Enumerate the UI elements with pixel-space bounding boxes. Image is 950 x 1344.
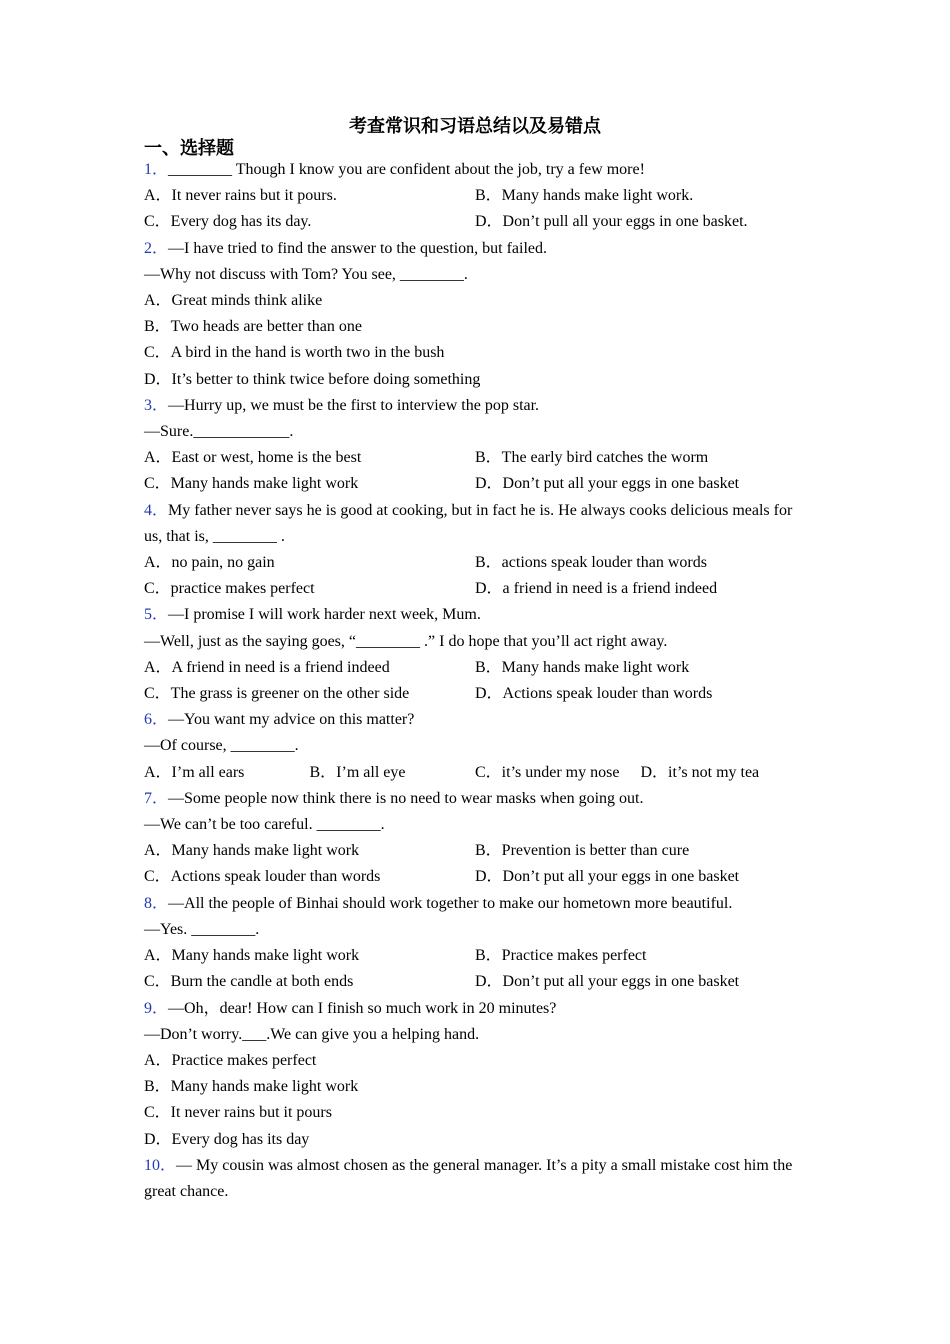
question-text: —Sure.____________. bbox=[144, 423, 294, 441]
answer-option[interactable]: B．Many hands make light work bbox=[475, 658, 690, 676]
question-number: 3． bbox=[144, 396, 169, 414]
answer-option[interactable]: A．Many hands make light work bbox=[144, 842, 360, 860]
question-number: 6． bbox=[144, 711, 169, 729]
question-stem bbox=[144, 786, 806, 812]
question-text: —Hurry up, we must be the first to interview the pop star. bbox=[168, 396, 540, 414]
question-text: —I have tried to find the answer to the question, but failed. bbox=[168, 239, 548, 257]
question-6 bbox=[144, 707, 806, 786]
answer-option[interactable]: D．it’s not my tea bbox=[640, 763, 760, 781]
question-number: 5． bbox=[144, 606, 169, 624]
answer-option[interactable]: A．A friend in need is a friend indeed bbox=[144, 658, 390, 676]
answer-option[interactable]: A．It never rains but it pours. bbox=[144, 187, 337, 205]
options-row bbox=[144, 681, 806, 707]
question-dialogue-line bbox=[144, 262, 806, 288]
question-stem bbox=[144, 707, 806, 733]
question-text: —Of course, ________. bbox=[144, 737, 299, 755]
answer-option[interactable]: B．Many hands make light work. bbox=[475, 187, 694, 205]
question-stem bbox=[144, 393, 806, 419]
question-stem bbox=[144, 498, 806, 550]
question-number: 10． bbox=[144, 1156, 177, 1174]
question-dialogue-line bbox=[144, 1022, 806, 1048]
question-stem bbox=[144, 891, 806, 917]
question-3 bbox=[144, 393, 806, 498]
question-stem bbox=[144, 996, 806, 1022]
question-text: My father never says he is good at cooking, but in fact he is. He always cooks delicious meals for us, that is, ________ . bbox=[144, 501, 793, 545]
question-text: —We can’t be too careful. ________. bbox=[144, 816, 385, 834]
answer-option[interactable]: C．practice makes perfect bbox=[144, 580, 315, 598]
options-row bbox=[144, 943, 806, 969]
answer-option[interactable]: C．Every dog has its day. bbox=[144, 213, 312, 231]
question-5 bbox=[144, 602, 806, 707]
question-number: 9． bbox=[144, 999, 169, 1017]
question-number: 7． bbox=[144, 789, 169, 807]
answer-option[interactable]: D．Actions speak louder than words bbox=[475, 685, 713, 703]
question-dialogue-line bbox=[144, 812, 806, 838]
options-row bbox=[144, 288, 806, 314]
answer-option[interactable]: A．no pain, no gain bbox=[144, 554, 275, 572]
answer-option[interactable]: B．Prevention is better than cure bbox=[475, 842, 690, 860]
options-row bbox=[144, 550, 806, 576]
answer-option[interactable]: D．Every dog has its day bbox=[144, 1130, 310, 1148]
options-row bbox=[144, 183, 806, 209]
question-text: ________ Though I know you are confident about the job, try a few more! bbox=[168, 161, 645, 178]
answer-option[interactable]: D．Don’t put all your eggs in one basket bbox=[475, 973, 740, 991]
question-text: —Some people now think there is no need to wear masks when going out. bbox=[168, 789, 644, 807]
question-text: —You want my advice on this matter? bbox=[168, 711, 415, 729]
question-dialogue-line bbox=[144, 629, 806, 655]
answer-option[interactable]: A．Great minds think alike bbox=[144, 292, 323, 310]
answer-option[interactable]: A．Many hands make light work bbox=[144, 947, 360, 965]
answer-option[interactable]: B．actions speak louder than words bbox=[475, 554, 707, 572]
options-row bbox=[144, 1100, 806, 1126]
page-title: 考查常识和习语总结以及易错点 bbox=[349, 116, 601, 137]
answer-option[interactable]: D．It’s better to think twice before doing something bbox=[144, 370, 481, 388]
options-row bbox=[144, 655, 806, 681]
answer-option[interactable]: D．Don’t put all your eggs in one basket bbox=[475, 868, 740, 886]
answer-option[interactable]: A．East or west, home is the best bbox=[144, 449, 362, 467]
question-4 bbox=[144, 498, 806, 603]
question-text: —Don’t worry.___.We can give you a helping hand. bbox=[144, 1025, 480, 1043]
answer-option[interactable]: B．Practice makes perfect bbox=[475, 947, 647, 965]
question-dialogue-line bbox=[144, 733, 806, 759]
options-row bbox=[144, 1127, 806, 1153]
options-row bbox=[144, 209, 806, 235]
question-list bbox=[144, 157, 806, 1205]
options-row bbox=[144, 340, 806, 366]
answer-option[interactable]: C．It never rains but it pours bbox=[144, 1104, 332, 1122]
answer-option[interactable]: A．I’m all ears bbox=[144, 763, 245, 781]
question-dialogue-line bbox=[144, 917, 806, 943]
options-row bbox=[144, 760, 806, 786]
options-row bbox=[144, 1074, 806, 1100]
options-row bbox=[144, 1048, 806, 1074]
question-9 bbox=[144, 996, 806, 1153]
question-number: 8． bbox=[144, 894, 169, 912]
answer-option[interactable]: A．Practice makes perfect bbox=[144, 1051, 317, 1069]
answer-option[interactable]: C．The grass is greener on the other side bbox=[144, 685, 410, 703]
question-8 bbox=[144, 891, 806, 996]
answer-option[interactable]: B．Two heads are better than one bbox=[144, 318, 362, 336]
options-row bbox=[144, 969, 806, 995]
question-text: —I promise I will work harder next week, Mum. bbox=[168, 606, 481, 624]
options-row bbox=[144, 576, 806, 602]
answer-option[interactable]: C．Burn the candle at both ends bbox=[144, 973, 354, 991]
options-row bbox=[144, 471, 806, 497]
section-heading: 一、选择题 bbox=[144, 138, 234, 159]
options-row bbox=[144, 314, 806, 340]
answer-option[interactable]: C．Actions speak louder than words bbox=[144, 868, 381, 886]
question-stem bbox=[144, 1153, 806, 1205]
question-number: 4． bbox=[144, 501, 169, 519]
question-text: —Oh，dear! How can I finish so much work in 20 minutes? bbox=[168, 999, 557, 1017]
question-stem bbox=[144, 157, 806, 183]
question-7 bbox=[144, 786, 806, 891]
question-text: —All the people of Binhai should work together to make our hometown more beautiful. bbox=[168, 894, 733, 912]
options-row bbox=[144, 864, 806, 890]
answer-option[interactable]: D．Don’t pull all your eggs in one basket. bbox=[475, 213, 748, 231]
options-row bbox=[144, 367, 806, 393]
answer-option[interactable]: B．I’m all eye bbox=[309, 763, 406, 781]
question-text: — My cousin was almost chosen as the general manager. It’s a pity a small mistake cost him the great chance. bbox=[144, 1156, 793, 1200]
question-1 bbox=[144, 157, 806, 236]
answer-option[interactable]: C．A bird in the hand is worth two in the bush bbox=[144, 344, 445, 362]
answer-option[interactable]: B．Many hands make light work bbox=[144, 1078, 359, 1096]
question-text: —Why not discuss with Tom? You see, ________. bbox=[144, 265, 468, 283]
options-row bbox=[144, 445, 806, 471]
question-text: —Yes. ________. bbox=[144, 920, 260, 938]
answer-option[interactable]: C．it’s under my nose bbox=[475, 763, 620, 781]
options-row bbox=[144, 838, 806, 864]
question-stem bbox=[144, 236, 806, 262]
question-10 bbox=[144, 1153, 806, 1205]
answer-option[interactable]: B．The early bird catches the worm bbox=[475, 449, 709, 467]
question-text: —Well, just as the saying goes, “________ .” I do hope that you’ll act right away. bbox=[144, 632, 668, 650]
answer-option[interactable]: D．a friend in need is a friend indeed bbox=[475, 580, 718, 598]
question-dialogue-line bbox=[144, 419, 806, 445]
question-2 bbox=[144, 236, 806, 393]
answer-option[interactable]: D．Don’t put all your eggs in one basket bbox=[475, 475, 740, 493]
question-number: 1． bbox=[144, 161, 169, 178]
question-number: 2． bbox=[144, 239, 169, 257]
answer-option[interactable]: C．Many hands make light work bbox=[144, 475, 359, 493]
question-stem bbox=[144, 602, 806, 628]
